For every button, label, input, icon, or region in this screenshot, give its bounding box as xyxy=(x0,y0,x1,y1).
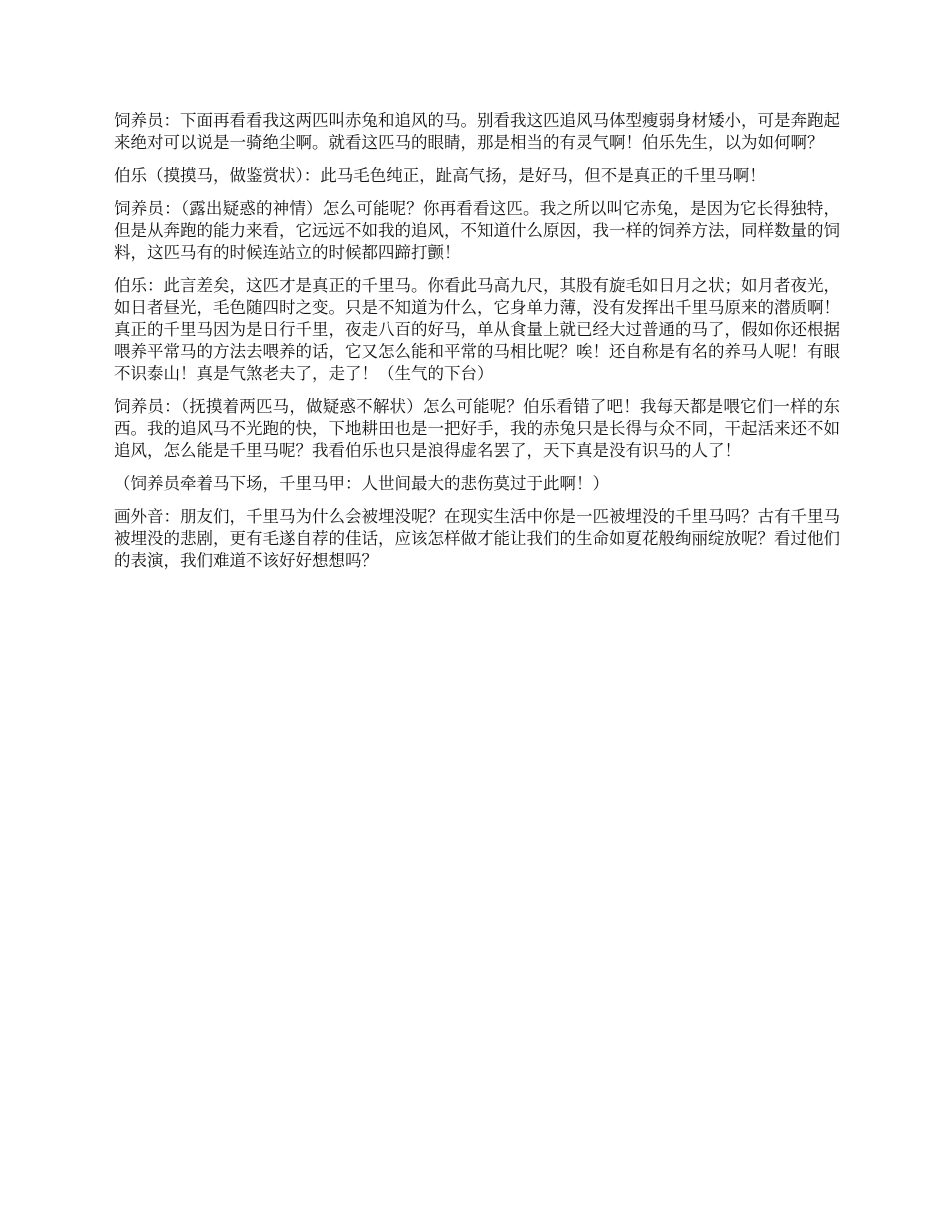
paragraph-narrator-voiceover: 画外音：朋友们，千里马为什么会被埋没呢？在现实生活中你是一匹被埋没的千里马吗？古有千里马被埋没的悲剧，更有毛遂自荐的佳话，应该怎样做才能让我们的生命如夏花般绚丽绽放呢？看过他们的表演，我们难道不该好好想想吗？ xyxy=(114,507,840,570)
document-body xyxy=(114,110,840,583)
paragraph-keeper-intro: 饲养员：下面再看看我这两匹叫赤兔和追风的马。别看我这匹追风马体型瘦弱身材矮小，可是奔跑起来绝对可以说是一骑绝尘啊。就看这匹马的眼睛，那是相当的有灵气啊！伯乐先生，以为如何啊？ xyxy=(114,111,840,152)
paragraph-bole-first-judgment: 伯乐（摸摸马，做鉴赏状）：此马毛色纯正，趾高气扬，是好马，但不是真正的千里马啊！ xyxy=(114,166,766,185)
paragraph-stage-direction: （饲养员牵着马下场，千里马甲：人世间最大的悲伤莫过于此啊！） xyxy=(114,474,609,493)
paragraph-keeper-doubt: 饲养员：（露出疑惑的神情）怎么可能呢？你再看看这匹。我之所以叫它赤兔，是因为它长得独特，但是从奔跑的能力来看，它远远不如我的追风，不知道什么原因，我一样的饲养方法，同样数量的饲料，这匹马有的时候连站立的时候都四蹄打颤！ xyxy=(114,199,840,262)
paragraph-keeper-disbelief: 饲养员：（抚摸着两匹马，做疑惑不解状）怎么可能呢？伯乐看错了吧！我每天都是喂它们一样的东西。我的追风马不光跑的快，下地耕田也是一把好手，我的赤兔只是长得与众不同，干起活来还不如追风，怎么能是千里马呢？我看伯乐也只是浪得虚名罢了，天下真是没有识马的人了！ xyxy=(114,397,840,460)
paragraph-bole-explanation: 伯乐：此言差矣，这匹才是真正的千里马。你看此马高九尺，其股有旋毛如日月之状；如月者夜光，如日者昼光，毛色随四时之变。只是不知道为什么，它身单力薄，没有发挥出千里马原来的潜质啊！真正的千里马因为是日行千里，夜走八百的好马，单从食量上就已经大过普通的马了，假如你还根据喂养平常马的方法去喂养的话，它又怎么能和平常的马相比呢？唉！还自称是有名的养马人呢！有眼不识泰山！真是气煞老夫了，走了！（生气的下台） xyxy=(114,276,840,383)
